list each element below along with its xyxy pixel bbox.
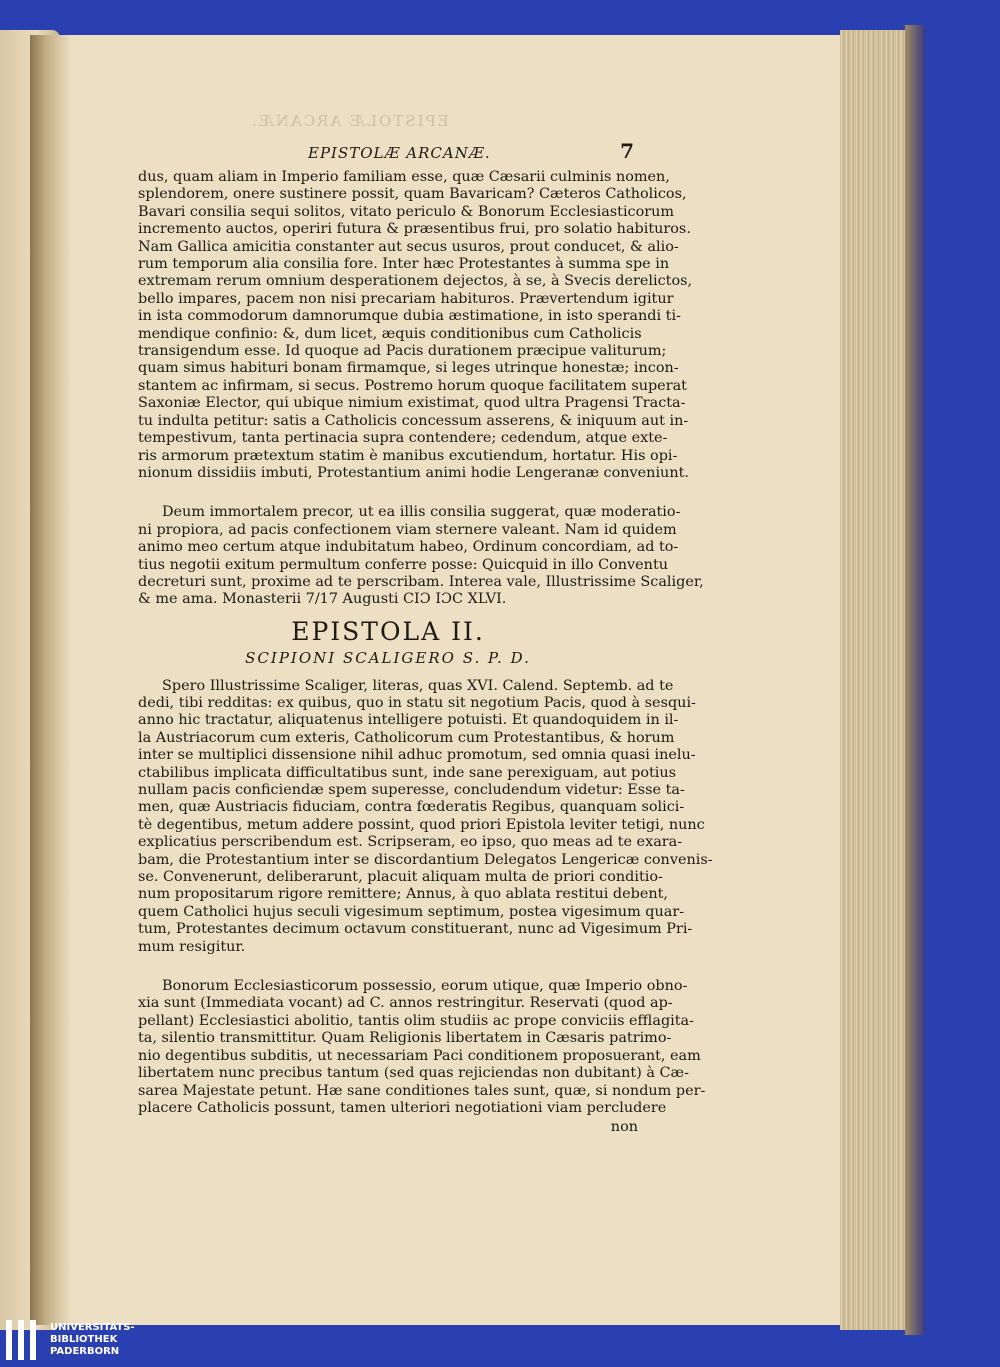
text-line: mendique confinio: &, dum licet, æquis conditionibus cum Catholicis bbox=[138, 325, 642, 342]
running-head-title: EPISTOLÆ ARCANÆ. bbox=[308, 144, 491, 162]
text-line: Bavari consilia sequi solitos, vitato periculo & Bonorum Ecclesiasticorum bbox=[138, 203, 675, 220]
paragraph-3 bbox=[138, 677, 713, 957]
text-line: quam simus habituri bonam firmamque, si leges utrinque honestæ; incon- bbox=[138, 360, 679, 377]
text-line: stantem ac infirmam, si secus. Postremo horum quoque facilitatem superat bbox=[138, 377, 687, 394]
text-line: decreturi sunt, proxime ad te perscribam. Interea vale, Illustrissime Scaliger, bbox=[138, 573, 704, 590]
text-line: num propositarum rigore remittere; Annus, à quo ablata restitui debent, bbox=[138, 886, 668, 903]
text-line: inter se multiplici dissensione nihil adhuc promotum, sed omnia quasi inelu- bbox=[138, 747, 696, 764]
paragraph-2 bbox=[138, 504, 704, 608]
text-line: ctabilibus implicata difficultatibus sunt, inde sane perexiguam, aut potius bbox=[138, 764, 677, 781]
text-line: nionum dissidiis imbuti, Protestantium animi hodie Lengeranæ conveniunt. bbox=[138, 464, 689, 481]
text-line: tè degentibus, metum addere possint, quod priori Epistola leviter tetigi, nunc bbox=[138, 816, 705, 833]
show-through-text: EPISTOLÆ ARCANÆ. bbox=[250, 112, 449, 130]
addressee: SCIPIONI SCALIGERO S. P. D. bbox=[245, 649, 531, 668]
text-line: bello impares, pacem non nisi precariam habituros. Prævertendum igitur bbox=[138, 290, 674, 307]
text-line: nio degentibus subditis, ut necessariam Paci conditionem proposuerant, eam bbox=[138, 1047, 701, 1064]
text-line: in ista commodorum damnorumque dubia æstimatione, in isto sperandi ti- bbox=[138, 308, 681, 325]
text-line: dedi, tibi redditas: ex quibus, quo in statu sit negotium Pacis, quod à sesqui- bbox=[138, 694, 696, 711]
text-line: anno hic tractatur, aliquatenus intelligere potuisti. Et quandoquidem in il- bbox=[138, 712, 679, 729]
text-line: ris armorum prætextum statim è manibus excutiendum, hortatur. His opi- bbox=[138, 447, 678, 464]
text-line: se. Convenerunt, deliberarunt, placuit aliquam multa de priori conditio- bbox=[138, 869, 663, 886]
text-line: la Austriacorum cum exteris, Catholicorum cum Protestantibus, & horum bbox=[138, 729, 675, 746]
text-line: xia sunt (Immediata vocant) ad C. annos restringitur. Reservati (quod ap- bbox=[138, 995, 673, 1012]
text-line: sarea Majestate petunt. Hæ sane conditiones tales sunt, quæ, si nondum per- bbox=[138, 1082, 706, 1099]
text-line: tu indulta petitur: satis a Catholicis concessum asserens, & iniquum aut in- bbox=[138, 412, 689, 429]
text-line: Spero Illustrissime Scaliger, literas, quas XVI. Calend. Septemb. ad te bbox=[162, 677, 674, 694]
text-line: Bonorum Ecclesiasticorum possessio, eorum utique, quæ Imperio obno- bbox=[162, 978, 688, 995]
text-line: bam, die Protestantium inter se discordantium Delegatos Lengericæ convenis- bbox=[138, 851, 713, 868]
logo-line-2: BIBLIOTHEK bbox=[50, 1334, 118, 1345]
text-line: rum temporum alia consilia fore. Inter hæc Protestantes à summa spe in bbox=[138, 256, 670, 273]
text-line: tum, Protestantes decimum octavum constituerant, nunc ad Vigesimum Pri- bbox=[138, 921, 693, 938]
text-line: men, quæ Austriacis fiduciam, contra fœderatis Regibus, quanquam solici- bbox=[138, 799, 685, 816]
text-line: transigendum esse. Id quoque ad Pacis durationem præcipue valiturum; bbox=[138, 343, 667, 360]
text-line: nullam pacis conficiendæ spem superesse, concludendum videtur: Esse ta- bbox=[138, 782, 685, 798]
text-line: dus, quam aliam in Imperio familiam esse, quæ Cæsarii culminis nomen, bbox=[138, 169, 670, 185]
text-line: ta, silentio transmittitur. Quam Religionis libertatem in Cæsaris patrimo- bbox=[138, 1030, 672, 1047]
epistola-heading: EPISTOLA II. bbox=[291, 616, 485, 646]
text-line: quem Catholici hujus seculi vigesimum septimum, postea vigesimum quar- bbox=[138, 903, 685, 920]
text-line: extremam rerum omnium desperationem dejectos, à se, à Svecis derelictos, bbox=[138, 273, 693, 290]
logo-line-1: UNIVERSITÄTS- bbox=[50, 1322, 135, 1333]
text-line: splendorem, onere sustinere possit, quam Bavaricam? Cæteros Catholicos, bbox=[138, 186, 687, 203]
text-line: libertatem nunc precibus tantum (sed quas rejiciendas non dubitant) à Cæ- bbox=[138, 1065, 689, 1082]
logo-line-3: PADERBORN bbox=[50, 1346, 120, 1357]
book-gutter bbox=[30, 35, 70, 1325]
text-line: Saxoniæ Elector, qui ubique nimium existimat, quod ultra Pragensi Tracta- bbox=[138, 395, 686, 412]
text-line: Nam Gallica amicitia constanter aut secus usuros, prout conducet, & alio- bbox=[138, 238, 679, 255]
text-line: pellant) Ecclesiastici abolitio, tantis olim studiis ac prope conviciis efflagita- bbox=[138, 1012, 694, 1029]
paragraph-4 bbox=[138, 978, 706, 1117]
library-logo bbox=[0, 1316, 160, 1367]
fore-edge-shadow bbox=[905, 25, 925, 1335]
text-line: & me ama. Monasterii 7/17 Augusti CIƆ IƆC XLVI. bbox=[138, 591, 507, 608]
page-text bbox=[138, 139, 713, 1137]
text-line: tempestivum, tanta pertinacia supra contendere; cedendum, atque exte- bbox=[138, 430, 668, 447]
text-line: mum resigitur. bbox=[138, 938, 246, 955]
page-number: 7 bbox=[620, 139, 634, 163]
text-line: tius negotii exitum permultum conferre posse: Quicquid in illo Conventu bbox=[138, 556, 669, 573]
running-head bbox=[138, 139, 638, 167]
text-line: animo meo certum atque indubitatum habeo, Ordinum concordiam, ad to- bbox=[138, 539, 679, 556]
text-line: placere Catholicis possunt, tamen ulteriori negotiationi viam percludere bbox=[138, 1099, 667, 1116]
text-line: ni propiora, ad pacis confectionem viam sternere valeant. Nam id quidem bbox=[138, 521, 677, 538]
text-line: explicatius perscribendum est. Scripseram, eo ipso, quo meas ad te exara- bbox=[138, 834, 683, 851]
text-line: Deum immortalem precor, ut ea illis consilia suggerat, quæ moderatio- bbox=[162, 504, 681, 521]
catchword: non bbox=[610, 1119, 638, 1136]
text-line: incremento auctos, operiri futura & præsentibus frui, pro solatio habituros. bbox=[138, 221, 691, 238]
paragraph-1 bbox=[138, 169, 693, 482]
